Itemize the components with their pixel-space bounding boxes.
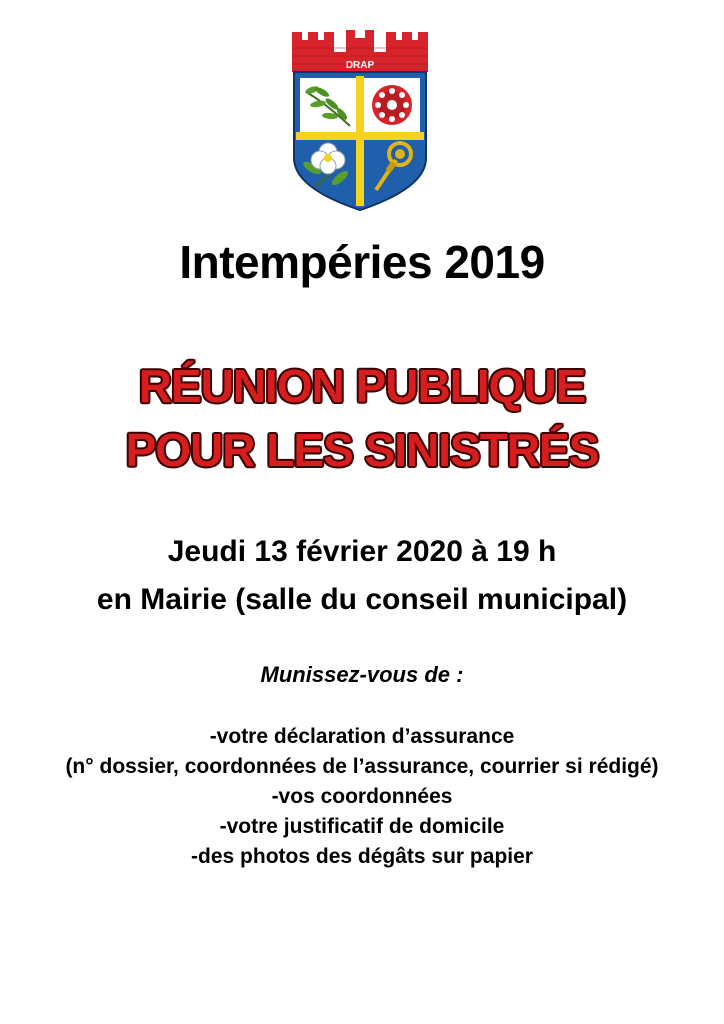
rose-icon (372, 85, 412, 125)
meeting-location: en Mairie (salle du conseil municipal) (96, 583, 628, 616)
crest-label: DRAP (345, 60, 375, 71)
bring-list-title: Munissez-vous de : (260, 662, 464, 687)
list-item: -votre déclaration d’assurance (209, 725, 515, 748)
list-item: -vos coordonnées (271, 785, 453, 808)
meeting-date: Jeudi 13 février 2020 à 19 h (167, 535, 557, 568)
meeting-headline-line2: POUR LES SINISTRÉS (125, 424, 599, 476)
bring-list (0, 722, 724, 872)
page-title: Intempéries 2019 (179, 236, 545, 288)
list-item: -votre justificatif de domicile (219, 815, 505, 838)
crest-image (290, 28, 430, 214)
list-item: -des photos des dégâts sur papier (191, 845, 533, 868)
list-item: (n° dossier, coordonnées de l’assurance, courrier si rédigé) (65, 755, 659, 778)
meeting-headline-line1: RÉUNION PUBLIQUE (138, 360, 586, 412)
municipal-crest (290, 28, 430, 214)
